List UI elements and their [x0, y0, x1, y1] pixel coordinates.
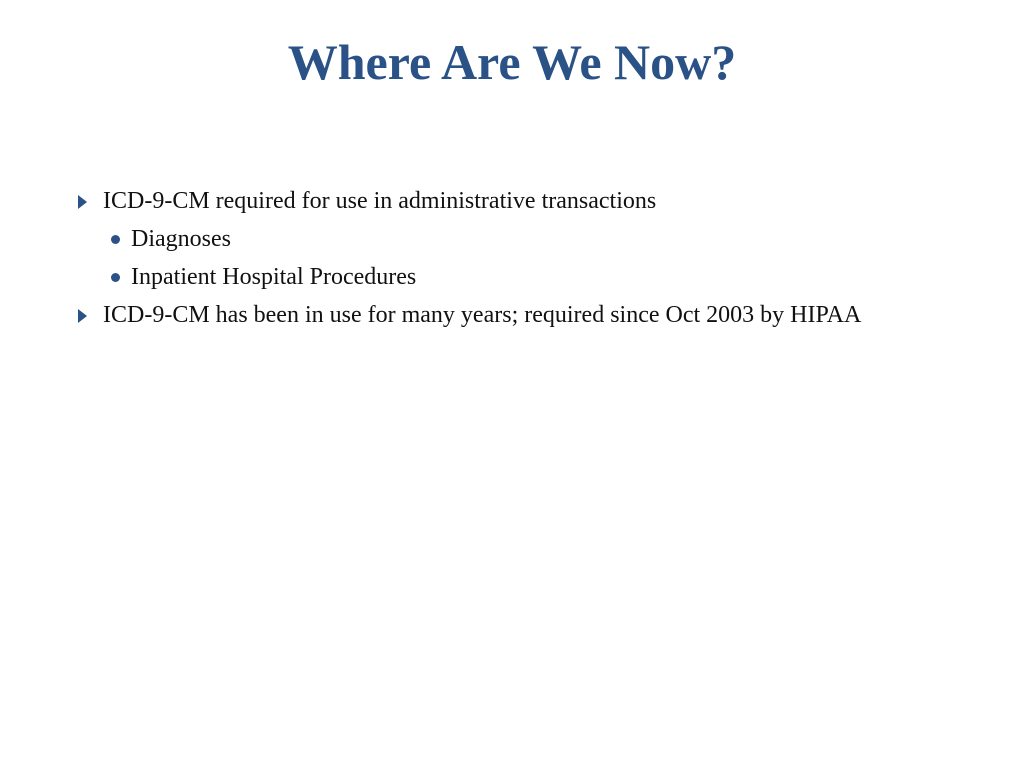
triangle-bullet-icon	[78, 195, 87, 209]
sub-bullet-item	[103, 262, 954, 292]
slide-title: Where Are We Now?	[287, 34, 737, 90]
triangle-bullet-icon	[78, 309, 87, 323]
bullet-item	[74, 300, 954, 330]
bullet-list	[74, 186, 954, 338]
bullet-text: ICD-9-CM has been in use for many years; required since Oct 2003 by HIPAA	[103, 302, 862, 328]
sub-bullet-text: Inpatient Hospital Procedures	[131, 264, 417, 290]
bullet-item	[74, 186, 954, 292]
dot-bullet-icon	[111, 273, 120, 282]
bullet-text: ICD-9-CM required for use in administrative transactions	[103, 188, 657, 214]
sub-bullet-list	[103, 224, 954, 292]
sub-bullet-item	[103, 224, 954, 254]
sub-bullet-text: Diagnoses	[131, 226, 231, 252]
dot-bullet-icon	[111, 235, 120, 244]
